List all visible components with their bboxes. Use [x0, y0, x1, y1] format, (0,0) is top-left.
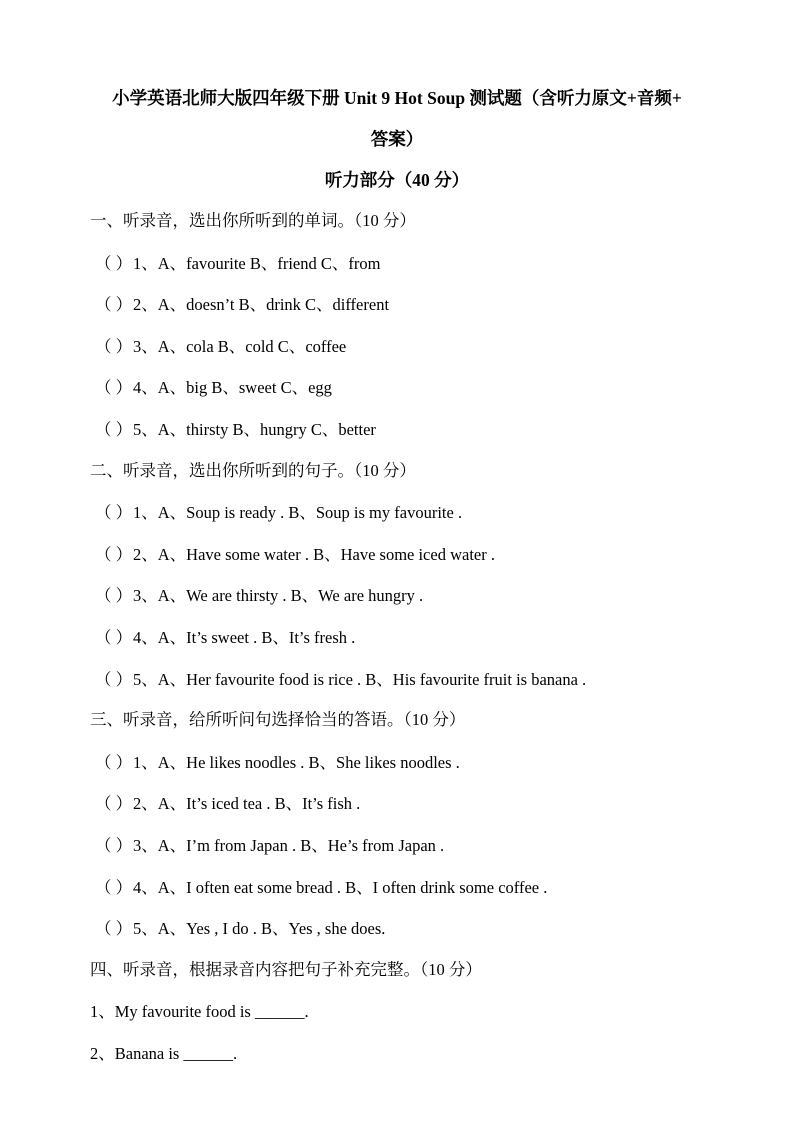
answer-blank[interactable]: （ ）	[95, 254, 133, 273]
question-text: 3、A、I’m from Japan . B、He’s from Japan .	[133, 836, 445, 855]
section-3-question-4	[95, 877, 547, 899]
answer-blank[interactable]: （ ）	[95, 295, 133, 314]
section-1-question-2	[95, 294, 389, 316]
answer-blank[interactable]: （ ）	[95, 878, 133, 897]
section-2-question-2	[95, 544, 495, 566]
question-text: 5、A、thirsty B、hungry C、better	[133, 420, 376, 439]
section-2-heading: 二、听录音，选出你所听到的句子。（10 分）	[90, 461, 416, 480]
question-text: 2、A、It’s iced tea . B、It’s fish .	[133, 794, 361, 813]
section-3-heading: 三、听录音，给所听问句选择恰当的答语。（10 分）	[90, 710, 466, 729]
answer-blank[interactable]: （ ）	[95, 337, 133, 356]
answer-blank[interactable]: （ ）	[95, 586, 133, 605]
document-title-line-2: 答案）	[370, 129, 424, 149]
question-text: 5、A、Her favourite food is rice . B、His favourite fruit is banana .	[133, 670, 587, 689]
answer-blank[interactable]: （ ）	[95, 378, 133, 397]
question-text: 1、A、He likes noodles . B、She likes noodles .	[133, 753, 460, 772]
section-1-heading: 一、听录音，选出你所听到的单词。（10 分）	[90, 211, 416, 230]
question-text: 2、A、Have some water . B、Have some iced water .	[133, 545, 495, 564]
question-text: 2、A、doesn’t B、drink C、different	[133, 295, 390, 314]
section-4-question-1: 1、My favourite food is ______.	[90, 1002, 309, 1021]
section-1-question-3	[95, 336, 346, 358]
section-4-heading: 四、听录音，根据录音内容把句子补充完整。（10 分）	[90, 960, 482, 979]
section-3-question-5	[95, 918, 385, 940]
answer-blank[interactable]: （ ）	[95, 836, 133, 855]
answer-blank[interactable]: （ ）	[95, 503, 133, 522]
answer-blank[interactable]: （ ）	[95, 794, 133, 813]
question-text: 1、A、Soup is ready . B、Soup is my favourite .	[133, 503, 463, 522]
section-3-question-3	[95, 835, 444, 857]
answer-blank[interactable]: （ ）	[95, 753, 133, 772]
question-text: 3、A、We are thirsty . B、We are hungry .	[133, 586, 424, 605]
answer-blank[interactable]: （ ）	[95, 670, 133, 689]
section-3-question-2	[95, 793, 360, 815]
section-1-question-4	[95, 377, 332, 399]
section-1-question-5	[95, 419, 376, 441]
question-text: 4、A、It’s sweet . B、It’s fresh .	[133, 628, 356, 647]
part-heading: 听力部分（40 分）	[324, 170, 470, 190]
answer-blank[interactable]: （ ）	[95, 628, 133, 647]
question-text: 4、A、big B、sweet C、egg	[133, 378, 332, 397]
question-text: 5、A、Yes , I do . B、Yes , she does.	[133, 919, 386, 938]
answer-blank[interactable]: （ ）	[95, 919, 133, 938]
section-1-question-1	[95, 253, 380, 275]
question-text: 3、A、cola B、cold C、coffee	[133, 337, 347, 356]
section-2-question-1	[95, 502, 462, 524]
section-2-question-3	[95, 585, 423, 607]
section-3-question-1	[95, 752, 460, 774]
section-4-question-2: 2、Banana is ______.	[90, 1044, 238, 1063]
answer-blank[interactable]: （ ）	[95, 545, 133, 564]
answer-blank[interactable]: （ ）	[95, 420, 133, 439]
document-title-line-1: 小学英语北师大版四年级下册 Unit 9 Hot Soup 测试题（含听力原文+音频+	[112, 88, 682, 108]
section-2-question-4	[95, 627, 355, 649]
question-text: 4、A、I often eat some bread . B、I often drink some coffee .	[133, 878, 548, 897]
question-text: 1、A、favourite B、friend C、from	[133, 254, 381, 273]
section-2-question-5	[95, 669, 586, 691]
